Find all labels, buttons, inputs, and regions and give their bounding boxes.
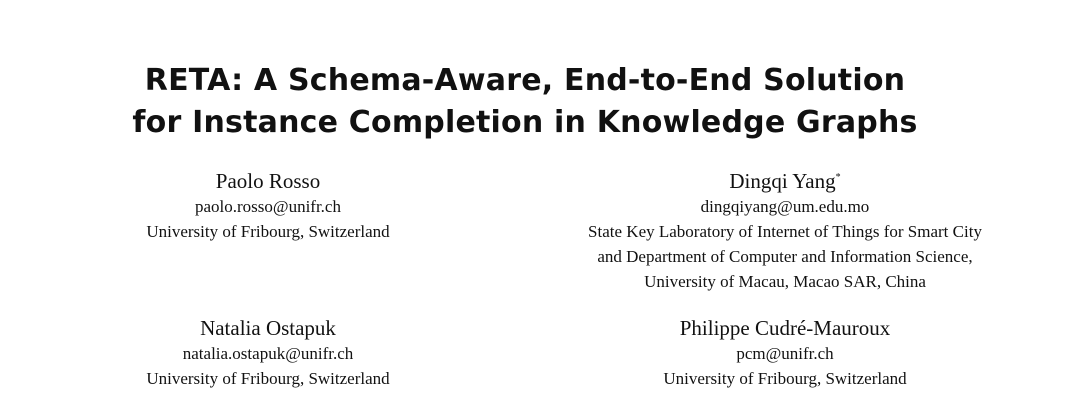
paper-title <box>0 60 1050 144</box>
author-name: Philippe Cudré-Mauroux <box>679 316 891 340</box>
author-email: natalia.ostapuk@unifr.ch <box>182 344 354 363</box>
author-affiliation: University of Fribourg, Switzerland <box>146 369 390 388</box>
author-name: Dingqi Yang <box>729 169 836 193</box>
author-name: Natalia Ostapuk <box>200 316 336 340</box>
author-block <box>555 315 1015 391</box>
author-email: paolo.rosso@unifr.ch <box>195 197 341 216</box>
paper-title-line-1: RETA: A Schema-Aware, End-to-End Solution <box>144 63 906 98</box>
author-block <box>68 168 468 244</box>
author-email: pcm@unifr.ch <box>736 344 834 363</box>
author-block <box>68 315 468 391</box>
author-affiliation: State Key Laboratory of Internet of Things for Smart City <box>588 222 982 241</box>
author-affiliation: University of Fribourg, Switzerland <box>663 369 907 388</box>
author-name-wrapper <box>520 168 1050 194</box>
author-email: dingqiyang@um.edu.mo <box>700 197 870 216</box>
author-affiliation: University of Fribourg, Switzerland <box>146 222 390 241</box>
author-name: Paolo Rosso <box>215 169 321 193</box>
author-footnote-mark: * <box>835 172 841 183</box>
author-affiliation: University of Macau, Macao SAR, China <box>644 272 926 291</box>
author-affiliation: and Department of Computer and Information Science, <box>597 247 973 266</box>
paper-title-line-2: for Instance Completion in Knowledge Graphs <box>132 105 918 140</box>
author-block <box>520 168 1050 294</box>
